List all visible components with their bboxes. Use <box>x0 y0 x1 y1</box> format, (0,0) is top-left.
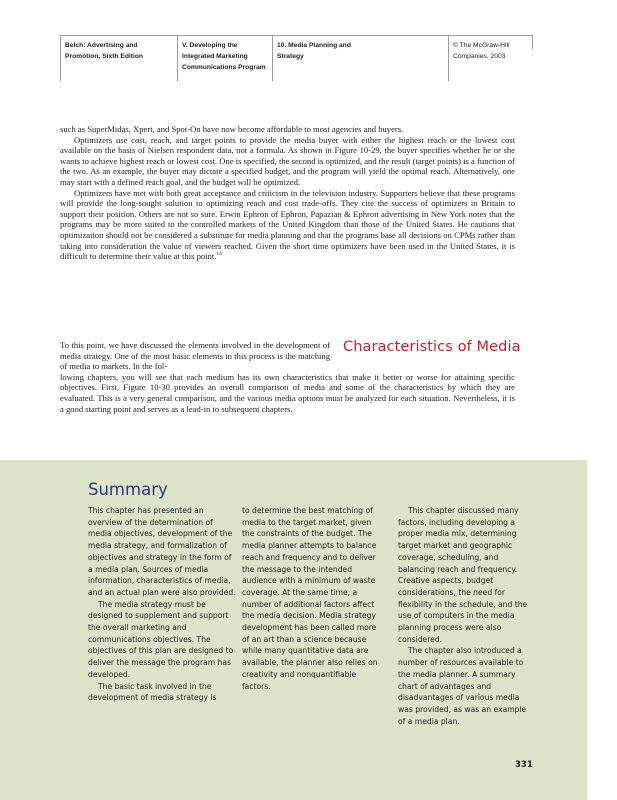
paragraph: lowing chapters, you will see that each medium has its own characteristics that make it better or worse for attaining specific objectives. First, Figure 10-30 provides an overall comparison of media and some of the characteristics by which they are evaluated. This is a very general comparison, and the various media options must be analyzed for each situation. Nevertheless, it is a good starting point and serves as a lead-in to subsequent chapters. <box>60 371 515 414</box>
header-book-title: Belch: Advertising and Promotion, Sixth Edition <box>60 35 170 81</box>
summary-column-3 <box>398 505 532 727</box>
summary-paragraph: to determine the best matching of media to the target market, given the constraints of the budget. The media planner attempts to balance reach and frequency and to deliver the message to the intended audience with a minimum of waste coverage. At the same time, a number of additional factors affect the media decision. Media strategy development has been called more of an art than a science because while many quantitative data are available, the planner also relies on creativity and nonquantifiable factors. <box>242 506 378 691</box>
summary-paragraph: This chapter has presented an overview of the determination of media objectives, development of the media strategy, and formalization of objectives and strategy in the form of a media plan. Sources of media information, characteristics of media, and an actual plan were also provided. <box>88 506 236 597</box>
header-part-title: V. Developing the Integrated Marketing Communications Program <box>177 35 272 81</box>
header-end-rule <box>532 35 533 49</box>
running-header <box>60 35 532 95</box>
summary-column-2 <box>242 505 382 692</box>
summary-title: Summary <box>88 480 168 499</box>
summary-paragraph: The basic task involved in the development of media strategy is <box>88 681 217 703</box>
page-number: 331 <box>515 760 533 770</box>
summary-paragraph: The media strategy must be designed to supplement and support the overall marketing and communications objectives. The objectives of this plan are designed to deliver the message the program has developed. <box>88 599 234 679</box>
paragraph: Optimizers have met with both great acceptance and criticism in the television industry. Supporters believe that these programs will provide the long-sought solution to optimizing reach and cost trade-offs. They cite the success of optimizers in Britain to support their position. Others are not so sure. Erwin Ephron of Ephron, Papazian & Ephron advertising in New York notes that the programs may be more suited to the controlled markets of the United Kingdom than those of the United States. He cautions that optimization should not be considered a substitute for media planning and that the programs base all decisions on CPMs rather than taking into consideration the value of viewers reached. Given the short time optimizers have been used in the United States, it is difficult to determine their value at this point.$^{14}$ <box>60 187 515 262</box>
summary-paragraph: The chapter also introduced a number of resources available to the media planner. A summary chart of advantages and disadvantages of various media was provided, as was an example of a media plan. <box>398 646 527 726</box>
paragraph: Optimizers use cost, reach, and target points to provide the media buyer with either the highest reach or the lowest cost available on the basis of Nielsen respondent data, not a formula. As shown in Figure 10-29, the buyer specifies whether he or she wants to achieve highest reach or lowest cost. One is specified, the second is optimized, and the result (target points) is a function of the two. As an example, the buyer may dictate a specified budget, and the program will yield the optimal reach. Alternatively, one may start with a defined reach goal, and the budget will be optimized. <box>60 134 515 187</box>
summary-paragraph: This chapter discussed many factors, including developing a proper media mix, determining target market and geographic coverage, scheduling, and balancing reach and frequency. Creative aspects, budget considerations, the need for flexibility in the schedule, and the use of computers in the media planning process were also considered. <box>398 506 528 644</box>
paragraph: such as SuperMidas, Xpert, and Spot-On have now become affordable to most agencies and buyers. <box>60 124 404 134</box>
summary-column-1 <box>88 505 236 704</box>
body-text-upper <box>60 124 515 262</box>
paragraph-lead: To this point, we have discussed the elements involved in the development of media strategy. One of the most basic elements in this process is the matching of media to markets. In the fol- <box>60 340 330 372</box>
section-heading: Characteristics of Media <box>343 339 521 355</box>
footnote-reference: 14 <box>216 251 222 258</box>
body-text-lower <box>60 340 515 414</box>
header-copyright: © The McGraw-Hill Companies, 2003 <box>448 35 532 81</box>
header-chapter-title: 10. Media Planning and Strategy <box>272 35 448 81</box>
